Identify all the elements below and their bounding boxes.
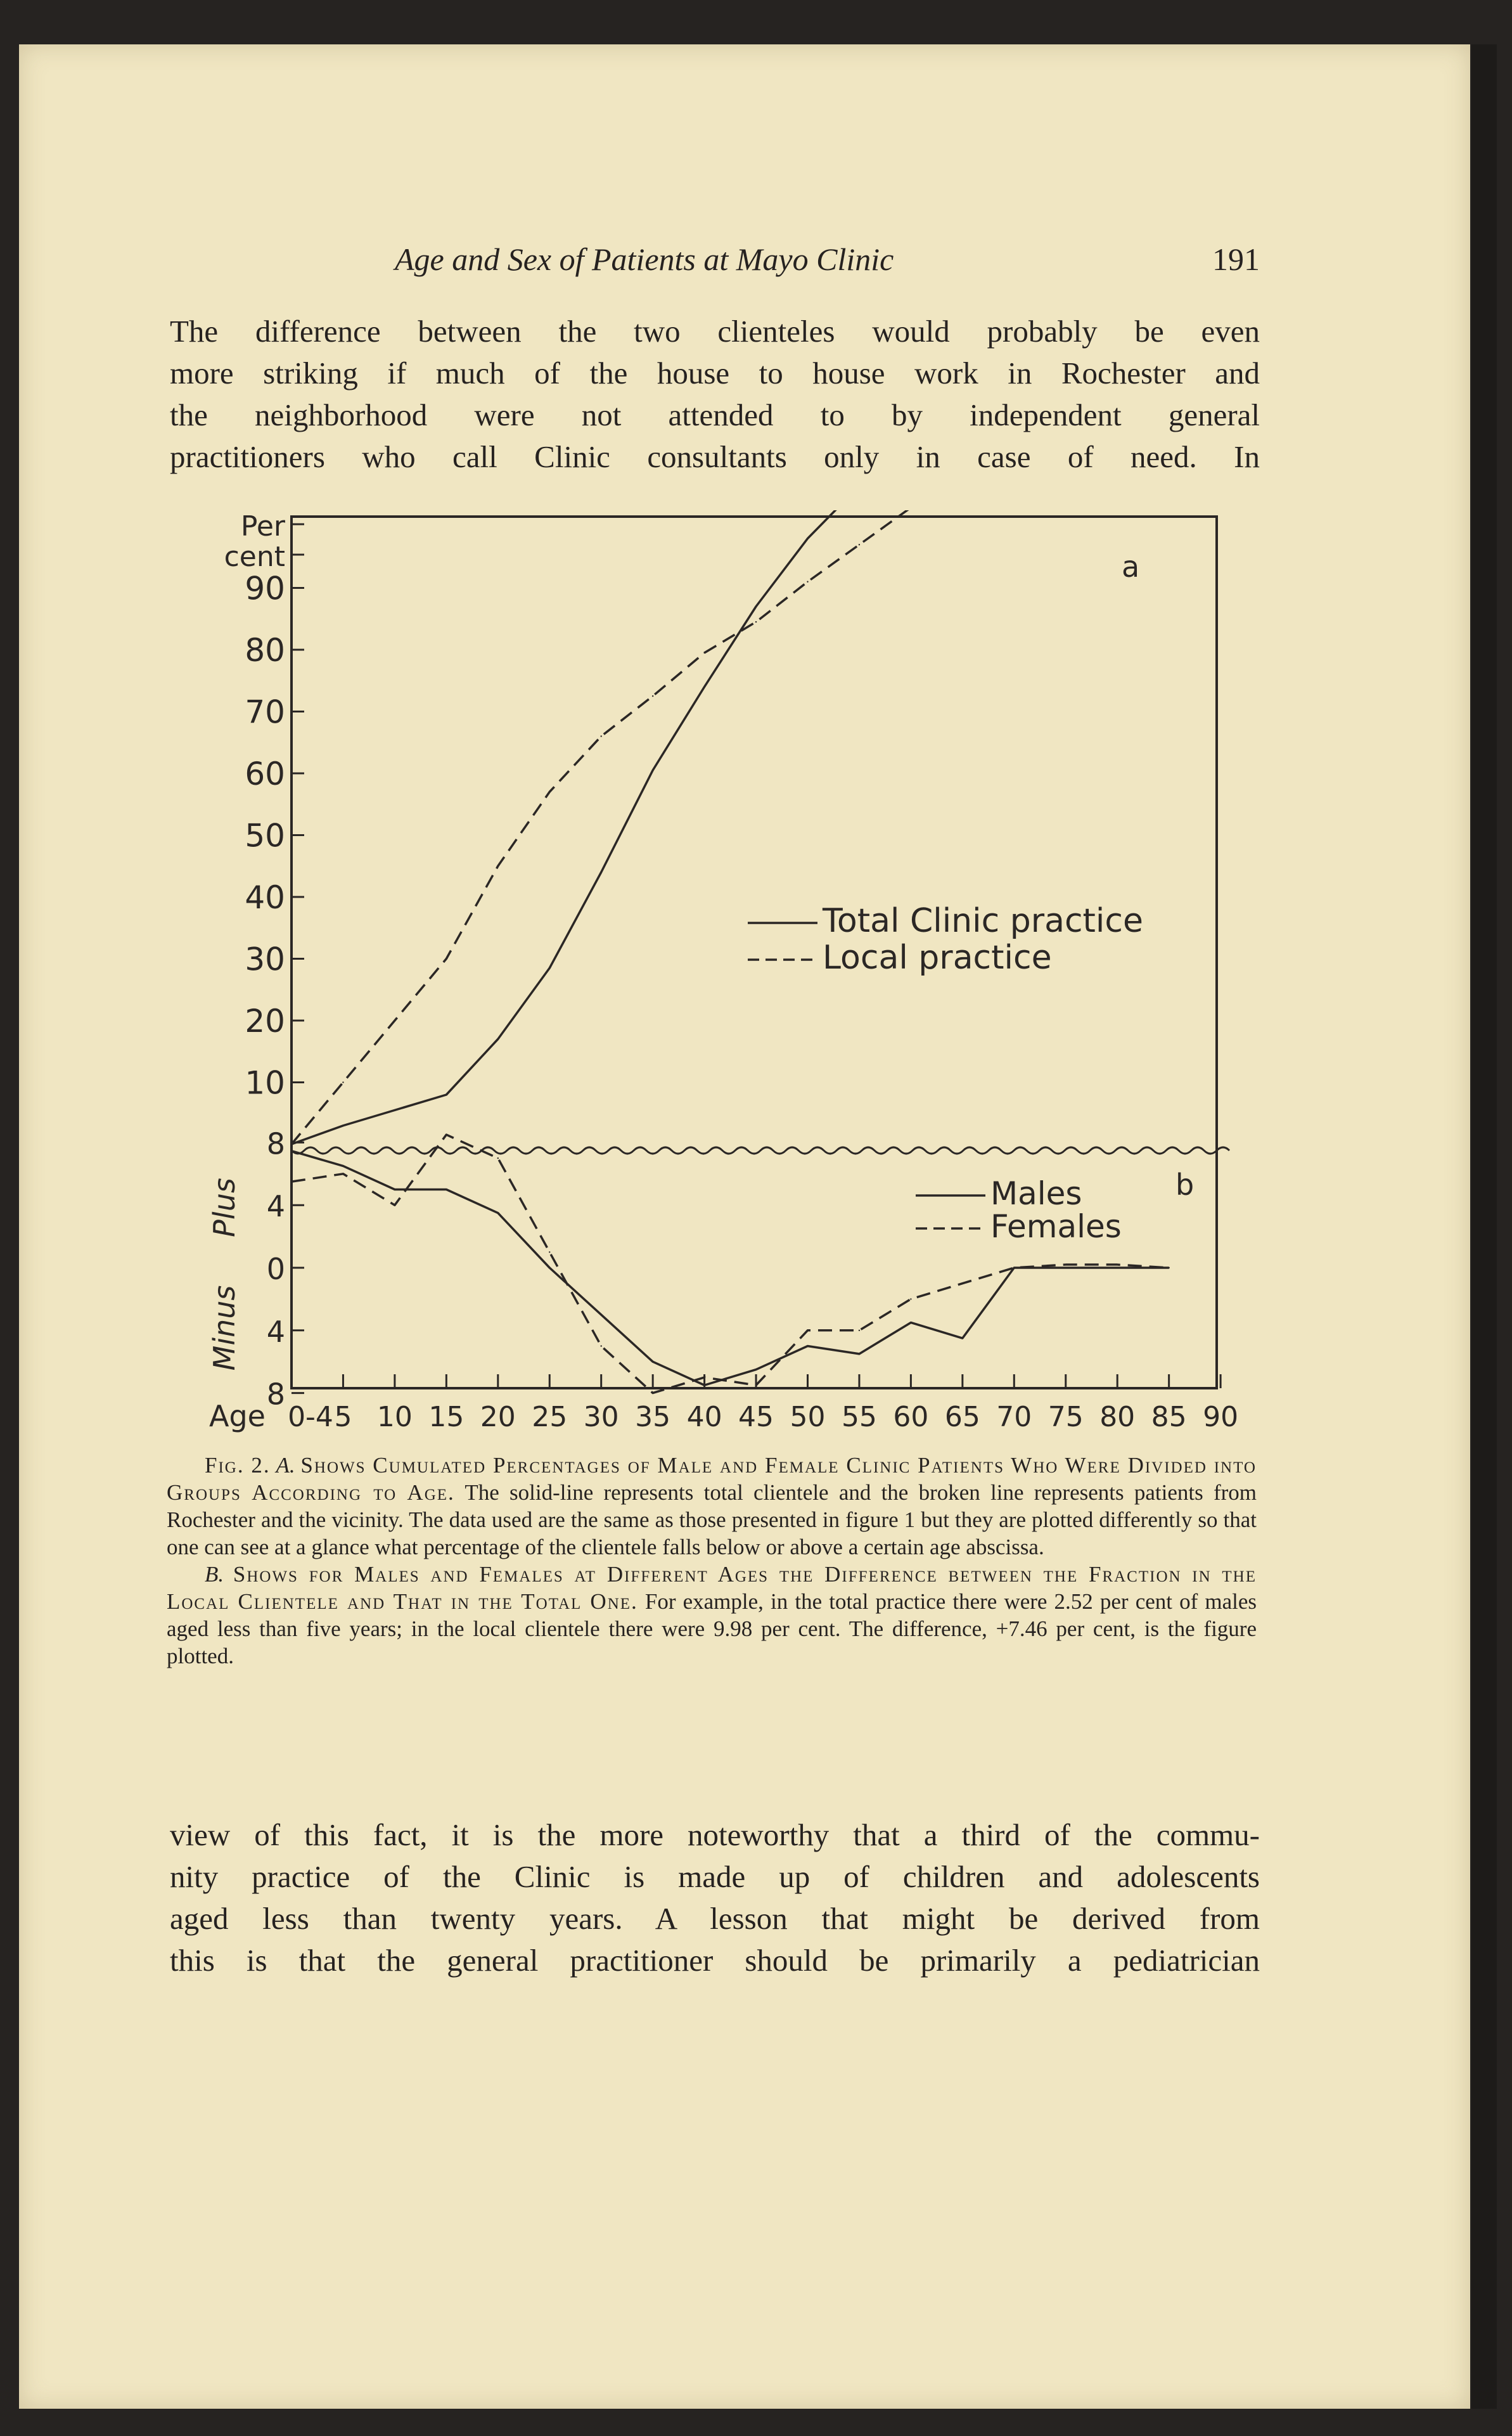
text-line: nity practice of the Clinic is made up of children and adolescents bbox=[170, 1859, 1260, 1894]
series-a-0-point bbox=[394, 1109, 395, 1111]
y-tick-label: 8 bbox=[266, 1377, 285, 1412]
y-tick-label: 10 bbox=[245, 1064, 285, 1102]
x-tick-label: 85 bbox=[1151, 1401, 1187, 1433]
legend-label: Local practice bbox=[823, 939, 1052, 977]
x-tick-label: 80 bbox=[1099, 1401, 1136, 1433]
series-a-1-point bbox=[549, 791, 550, 792]
series-b-0-point bbox=[445, 1189, 447, 1190]
y-tick-label: 30 bbox=[245, 941, 285, 978]
legend-label: Total Clinic practice bbox=[823, 902, 1143, 940]
series-b-1-point bbox=[497, 1157, 499, 1159]
series-b-0-point bbox=[342, 1165, 343, 1166]
series-b-0-point bbox=[652, 1361, 653, 1362]
x-tick-label: 40 bbox=[686, 1401, 722, 1433]
caption-b-text: For example, in the total practice there were 2.52 per cent of males aged less than five years; in the local clientele there were 9.98 per cent. The difference, +7.46 per cent, is the figure plotted. bbox=[167, 1589, 1257, 1668]
series-b-1-point bbox=[859, 1330, 860, 1331]
text-line: aged less than twenty years. A lesson that might be derived from bbox=[170, 1901, 1260, 1936]
text-line: more striking if much of the house to house work in Rochester and bbox=[170, 356, 1260, 390]
series-b-1-point bbox=[549, 1251, 550, 1253]
series-a-1-point bbox=[601, 735, 602, 737]
y-axis-label bbox=[224, 510, 286, 573]
y-tick-label: 70 bbox=[245, 693, 285, 731]
y-label-minus: Minus bbox=[207, 1285, 241, 1371]
series-b-1-point bbox=[291, 1181, 292, 1182]
paragraph-bottom bbox=[170, 1814, 1260, 1982]
x-tick-label: 10 bbox=[376, 1401, 413, 1433]
figure-2 bbox=[190, 510, 1267, 1448]
y-tick-label: 50 bbox=[245, 817, 285, 854]
series-a-0-point bbox=[549, 967, 550, 969]
series-b-1-point bbox=[601, 1345, 602, 1346]
y-tick-label: 8 bbox=[266, 1126, 285, 1161]
y-tick-label: 40 bbox=[245, 879, 285, 916]
caption-a-text: The solid-line represents total clientele and the broken line represents patients from Rochester and the vicinity. The data used are the same as those presented in figure 1 but they are plotted differently so that one can see at a glance what percentage of the clientele falls below or above a certain age abscissa. bbox=[167, 1480, 1257, 1559]
y-axis-label-line: cent bbox=[224, 541, 285, 573]
x-tick-label: 50 bbox=[790, 1401, 826, 1433]
x-axis-label: Age bbox=[209, 1399, 266, 1433]
series-a-1-point bbox=[652, 695, 653, 697]
series-a-1-point bbox=[291, 1144, 292, 1145]
series-b-0-point bbox=[755, 1369, 757, 1370]
series-a-0-point bbox=[497, 1038, 499, 1040]
series-b-1-point bbox=[1013, 1267, 1015, 1268]
caption-a-label: A. bbox=[276, 1453, 295, 1478]
series-b-0-point bbox=[1065, 1267, 1067, 1268]
y-tick-label: 20 bbox=[245, 1003, 285, 1040]
caption-b-label: B. bbox=[205, 1562, 224, 1587]
y-tick-label: 4 bbox=[266, 1314, 285, 1349]
series-b-1-point bbox=[807, 1330, 808, 1331]
series-a-1-point bbox=[807, 581, 808, 583]
series-a-1-point bbox=[497, 865, 499, 867]
series-a-0-point bbox=[652, 770, 653, 771]
series-a-0-point bbox=[342, 1125, 343, 1126]
x-tick-label: 25 bbox=[532, 1401, 568, 1433]
series-a-1-point bbox=[342, 1081, 343, 1083]
x-tick-label: 70 bbox=[996, 1401, 1032, 1433]
series-a-0-point bbox=[807, 538, 808, 539]
series-b-1-point bbox=[1168, 1267, 1169, 1268]
x-tick-label: 45 bbox=[738, 1401, 774, 1433]
y-tick-label: 90 bbox=[245, 570, 285, 607]
series-b-1-point bbox=[1065, 1264, 1067, 1265]
paragraph-top bbox=[170, 311, 1260, 478]
caption-part-a bbox=[167, 1452, 1257, 1561]
series-b-0-point bbox=[962, 1337, 963, 1339]
text-line: the neighborhood were not attended to by independent general bbox=[170, 397, 1260, 432]
series-b-0-point bbox=[910, 1322, 911, 1323]
x-tick-label: 30 bbox=[583, 1401, 619, 1433]
series-a-0-point bbox=[703, 686, 705, 687]
series-a-1-point bbox=[394, 1020, 395, 1021]
series-a-1-point bbox=[445, 958, 447, 959]
running-title: Age and Sex of Patients at Mayo Clinic bbox=[395, 242, 894, 277]
y-tick-label: 60 bbox=[245, 756, 285, 792]
x-tick-label: 60 bbox=[893, 1401, 929, 1433]
caption-a-heading: Shows Cumulated Percentages of Male and Female Clinic Patients Who Were Divided into Groups According to Age. bbox=[167, 1453, 1257, 1505]
panel-label-a: a bbox=[1122, 550, 1140, 584]
book-spine bbox=[1471, 44, 1497, 2409]
caption-fig-label: Fig. 2. bbox=[205, 1453, 271, 1478]
text-line: The difference between the two clienteles would probably be even bbox=[170, 314, 1260, 349]
series-b-1-point bbox=[910, 1298, 911, 1299]
x-tick-label: 0-4 bbox=[288, 1401, 333, 1433]
series-b-1-point bbox=[1117, 1264, 1118, 1265]
chart-static bbox=[207, 510, 1238, 1433]
series-b-1-point bbox=[342, 1173, 343, 1175]
y-tick-label: 80 bbox=[245, 632, 285, 669]
x-tick-label: 35 bbox=[635, 1401, 671, 1433]
series-a-0-point bbox=[445, 1094, 447, 1095]
x-tick-label: 55 bbox=[841, 1401, 877, 1433]
series-b-1-point bbox=[445, 1134, 447, 1135]
series-b-1-point bbox=[962, 1283, 963, 1284]
y-tick-label: 0 bbox=[266, 1252, 285, 1286]
series-b-0-point bbox=[859, 1353, 860, 1355]
series-b-0-point bbox=[291, 1150, 292, 1152]
y-tick-label: 4 bbox=[266, 1189, 285, 1224]
series-a-0 bbox=[292, 510, 1169, 1144]
x-tick-label: 75 bbox=[1048, 1401, 1084, 1433]
running-head bbox=[170, 241, 1260, 279]
text-line: practitioners who call Clinic consultants only in case of need. In bbox=[170, 439, 1260, 474]
series-b-0-point bbox=[703, 1384, 705, 1386]
text-line: this is that the general practitioner should be primarily a pediatrician bbox=[170, 1943, 1260, 1978]
y-axis-label-line: Per bbox=[240, 510, 285, 543]
text-line: view of this fact, it is the more noteworthy that a third of the commu- bbox=[170, 1817, 1260, 1852]
series-b-1-point bbox=[652, 1392, 653, 1393]
figure-caption bbox=[167, 1452, 1257, 1670]
caption-part-b bbox=[167, 1561, 1257, 1670]
series-a-1 bbox=[292, 510, 1169, 1144]
legend-label: Females bbox=[990, 1208, 1122, 1245]
plot-frame bbox=[292, 517, 1217, 1388]
y-label-plus: Plus bbox=[207, 1178, 241, 1237]
series-a-1-point bbox=[703, 652, 705, 654]
x-tick-label: 5 bbox=[334, 1401, 352, 1433]
series-b-0-point bbox=[394, 1189, 395, 1190]
series-b-0-point bbox=[497, 1212, 499, 1213]
figure-chart bbox=[190, 510, 1267, 1448]
legend-label: Males bbox=[990, 1175, 1082, 1212]
x-tick-label: 90 bbox=[1203, 1401, 1239, 1433]
series-a-1-point bbox=[859, 544, 860, 545]
series-a-1-point bbox=[755, 621, 757, 622]
series-a-0-point bbox=[601, 872, 602, 873]
series-b-0-point bbox=[601, 1314, 602, 1315]
x-tick-label: 20 bbox=[480, 1401, 516, 1433]
caption-b-heading: Shows for Males and Females at Different Ages the Difference between the Fraction in the Local Clientele and That in the Total One. bbox=[167, 1562, 1257, 1614]
page-number: 191 bbox=[1212, 242, 1260, 277]
series-b-1-point bbox=[394, 1204, 395, 1206]
series-b-1-point bbox=[755, 1384, 757, 1386]
series-a-0-point bbox=[755, 606, 757, 607]
series-b-1-point bbox=[703, 1377, 705, 1378]
series-b-0-point bbox=[549, 1267, 550, 1268]
series-b-1 bbox=[292, 1135, 1169, 1393]
series-b-0-point bbox=[1117, 1267, 1118, 1268]
x-tick-label: 15 bbox=[428, 1401, 464, 1433]
series-b-0-point bbox=[807, 1345, 808, 1346]
x-tick-label: 65 bbox=[944, 1401, 980, 1433]
panel-label-b: b bbox=[1176, 1168, 1195, 1202]
